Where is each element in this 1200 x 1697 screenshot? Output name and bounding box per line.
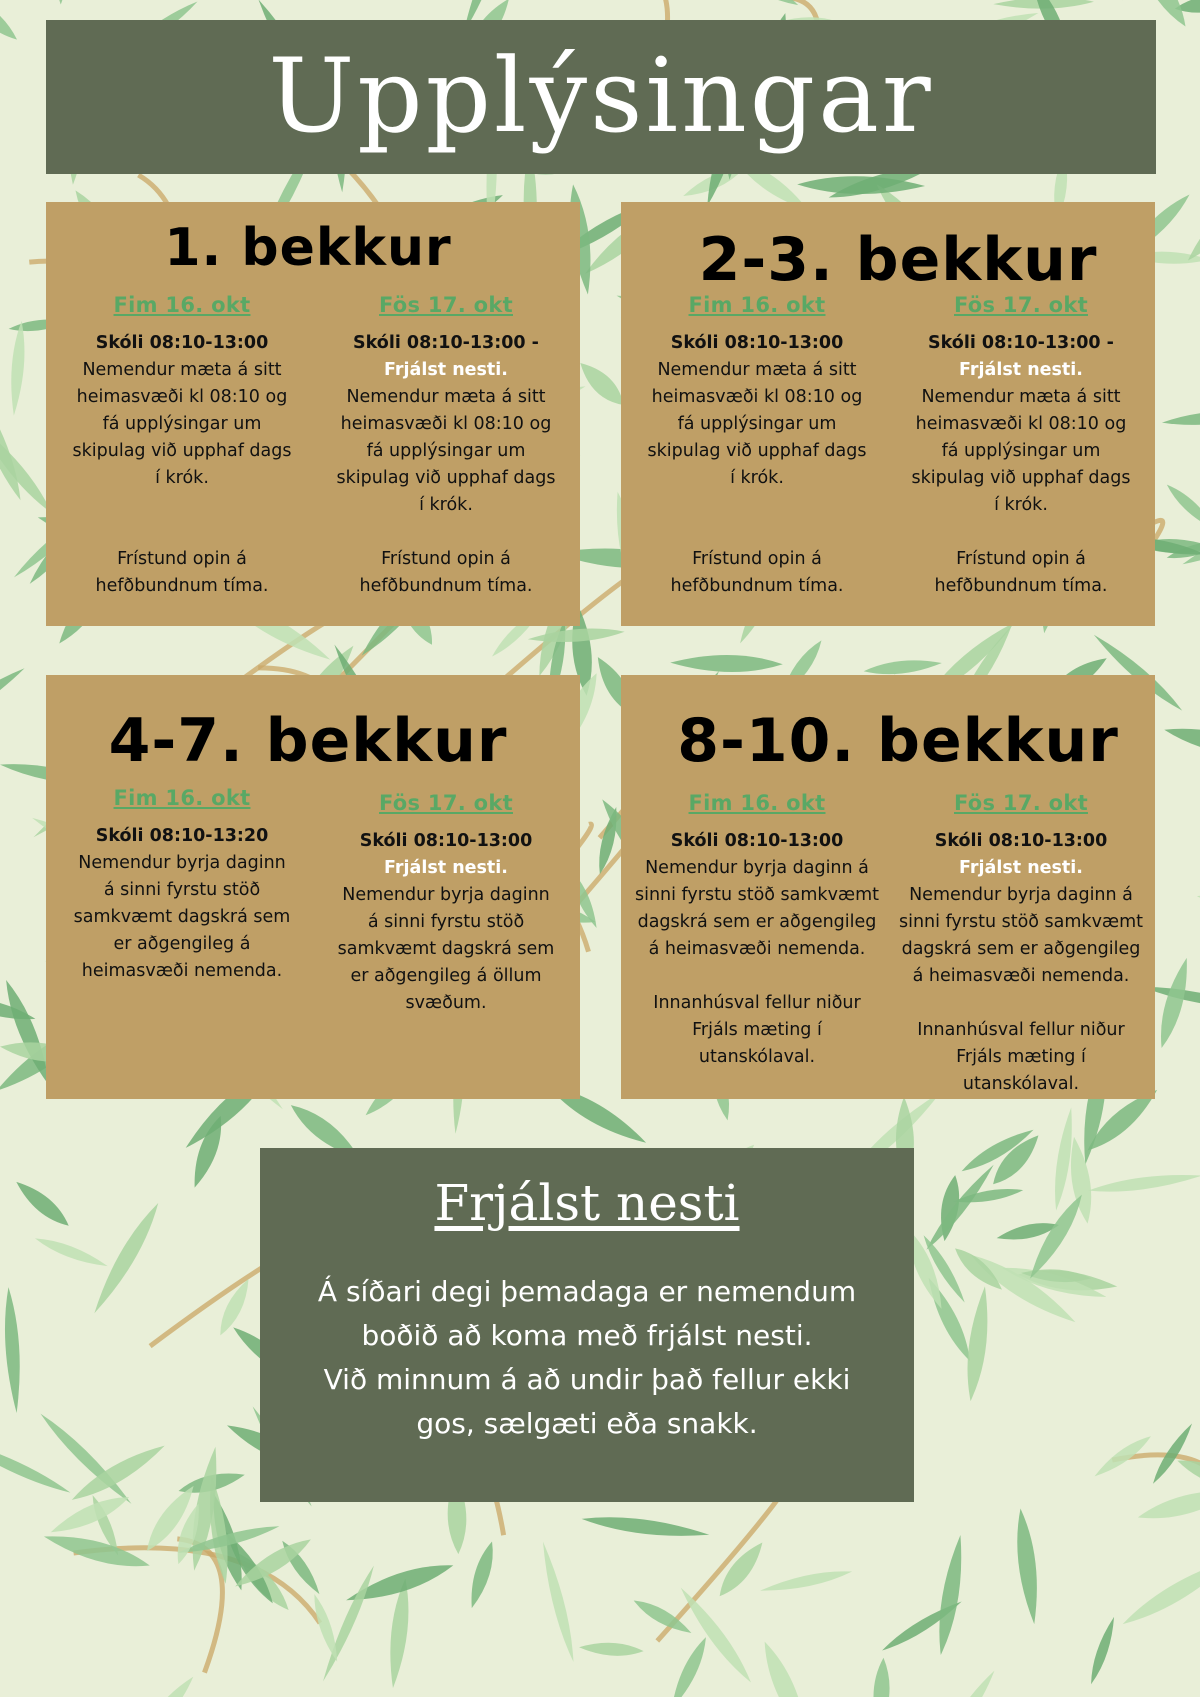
leaf-decoration bbox=[1163, 480, 1200, 534]
grade-card-8-10 bbox=[621, 675, 1155, 1099]
text-line: hefðbundnum tíma. bbox=[670, 576, 844, 596]
page-title: Upplýsingar bbox=[268, 37, 934, 156]
day-column-thursday bbox=[50, 292, 314, 600]
grade-card-4-7 bbox=[46, 675, 580, 1099]
card-title: 1. bekkur bbox=[164, 218, 452, 278]
grade-card-1 bbox=[46, 202, 580, 626]
leaf-decoration bbox=[1161, 407, 1200, 429]
leaf-decoration bbox=[933, 1534, 968, 1657]
text-line: fá upplýsingar um bbox=[941, 441, 1101, 461]
school-hours: Skóli 08:10-13:00 bbox=[670, 831, 844, 851]
text-line: Frístund opin á bbox=[381, 549, 511, 569]
day-column-thursday bbox=[625, 790, 889, 1071]
leaf-decoration bbox=[962, 1285, 993, 1402]
card-title: 2-3. bekkur bbox=[698, 225, 1098, 295]
text-line: Nemendur mæta á sitt bbox=[657, 360, 857, 380]
leaf-decoration bbox=[2, 1287, 24, 1414]
leaf-decoration bbox=[1197, 891, 1200, 907]
leaf-decoration bbox=[0, 1434, 73, 1498]
text-line: í krók. bbox=[419, 495, 473, 515]
leaf-decoration bbox=[1012, 1507, 1043, 1625]
free-lunch-note: Frjálst nesti. bbox=[959, 360, 1083, 380]
school-hours: Skóli 08:10-13:00 bbox=[95, 333, 269, 353]
leaf-decoration bbox=[47, 1489, 132, 1539]
text-line: Við minnum á að undir það fellur ekki bbox=[323, 1363, 851, 1396]
text-line: hefðbundnum tíma. bbox=[95, 576, 269, 596]
leaf-decoration bbox=[1086, 1615, 1119, 1686]
text-line: sinni fyrstu stöð samkvæmt bbox=[634, 885, 880, 905]
leaf-decoration bbox=[1136, 1482, 1200, 1526]
day-column-friday bbox=[314, 292, 578, 600]
text-line: skipulag við upphaf dags bbox=[911, 468, 1131, 488]
text-line: fá upplýsingar um bbox=[366, 441, 526, 461]
text-line: fá upplýsingar um bbox=[677, 414, 837, 434]
text-line: Nemendur mæta á sitt bbox=[82, 360, 282, 380]
school-hours: Skóli 08:10-13:20 bbox=[95, 826, 269, 846]
leaf-decoration bbox=[871, 1657, 891, 1697]
leaf-decoration bbox=[0, 663, 28, 744]
text-line: samkvæmt dagskrá sem bbox=[73, 907, 291, 927]
leaf-decoration bbox=[756, 1638, 816, 1697]
leaf-decoration bbox=[759, 1566, 853, 1596]
leaf-decoration bbox=[33, 1233, 110, 1271]
text-line: heimasvæði kl 08:10 og bbox=[76, 387, 288, 407]
text-line: á sinni fyrstu stöð bbox=[367, 912, 525, 932]
card-title: 4-7. bekkur bbox=[108, 706, 508, 776]
text-line: á heimasvæði nemenda. bbox=[912, 966, 1130, 986]
stem-decoration bbox=[177, 1539, 222, 1673]
day-column-friday bbox=[314, 790, 578, 1017]
text-line: samkvæmt dagskrá sem bbox=[337, 939, 555, 959]
leaf-decoration bbox=[926, 1667, 1000, 1697]
text-line: Frístund opin á bbox=[692, 549, 822, 569]
leaf-decoration bbox=[1115, 0, 1134, 1]
leaf-decoration bbox=[465, 1539, 499, 1610]
day-heading[interactable]: Fim 16. okt bbox=[113, 786, 251, 810]
text-line: heimasvæði kl 08:10 og bbox=[340, 414, 552, 434]
leaf-decoration bbox=[1154, 956, 1195, 1051]
card-title: 8-10. bekkur bbox=[677, 706, 1119, 776]
text-line: Innanhúsval fellur niður bbox=[653, 993, 861, 1013]
day-heading[interactable]: Fim 16. okt bbox=[688, 791, 826, 815]
text-line: heimasvæði kl 08:10 og bbox=[915, 414, 1127, 434]
leaf-decoration bbox=[1118, 1551, 1200, 1631]
school-hours: Skóli 08:10-13:00 bbox=[359, 831, 533, 851]
leaf-decoration bbox=[11, 1176, 73, 1232]
text-line: í krók. bbox=[994, 495, 1048, 515]
text-line: í krók. bbox=[155, 468, 209, 488]
leaf-decoration bbox=[670, 654, 783, 673]
text-line: Frjáls mæting í bbox=[956, 1047, 1086, 1067]
text-line: er aðgengileg á bbox=[113, 934, 251, 954]
leaf-decoration bbox=[1088, 1170, 1200, 1197]
text-line: dagskrá sem er aðgengileg bbox=[637, 912, 877, 932]
leaf-decoration bbox=[127, 1672, 199, 1697]
text-line: utanskólaval. bbox=[698, 1047, 816, 1067]
text-line: er aðgengileg á öllum bbox=[350, 966, 542, 986]
leaf-decoration bbox=[581, 1512, 710, 1542]
text-line: Frístund opin á bbox=[117, 549, 247, 569]
leaf-decoration bbox=[55, 0, 67, 5]
text-line: fá upplýsingar um bbox=[102, 414, 262, 434]
text-line: Nemendur mæta á sitt bbox=[921, 387, 1121, 407]
free-lunch-note: Frjálst nesti. bbox=[959, 858, 1083, 878]
text-line: Frístund opin á bbox=[956, 549, 1086, 569]
leaf-decoration bbox=[8, 321, 28, 417]
text-line: hefðbundnum tíma. bbox=[359, 576, 533, 596]
leaf-decoration bbox=[712, 0, 801, 11]
text-line: Nemendur byrja daginn bbox=[342, 885, 550, 905]
text-line: dagskrá sem er aðgengileg bbox=[901, 939, 1141, 959]
leaf-decoration bbox=[666, 1634, 712, 1697]
school-hours: Skóli 08:10-13:00 - bbox=[928, 333, 1114, 353]
info-box-title: Frjálst nesti bbox=[434, 1174, 740, 1232]
day-heading[interactable]: Fim 16. okt bbox=[113, 293, 251, 317]
leaf-decoration bbox=[41, 1527, 152, 1574]
text-line: Nemendur mæta á sitt bbox=[346, 387, 546, 407]
leaf-decoration bbox=[88, 1199, 165, 1317]
header-banner bbox=[46, 20, 1156, 174]
leaf-decoration bbox=[922, 1161, 998, 1253]
text-line: Nemendur byrja daginn á bbox=[909, 885, 1133, 905]
text-line: Frjáls mæting í bbox=[692, 1020, 822, 1040]
text-line: skipulag við upphaf dags bbox=[72, 441, 292, 461]
text-line: Á síðari degi þemadaga er nemendum bbox=[317, 1275, 857, 1308]
text-line: á heimasvæði nemenda. bbox=[648, 939, 866, 959]
free-lunch-info-box bbox=[260, 1148, 914, 1502]
day-column-thursday bbox=[625, 292, 889, 600]
free-lunch-note: Frjálst nesti. bbox=[384, 858, 508, 878]
text-line: Nemendur byrja daginn bbox=[78, 853, 286, 873]
text-line: heimasvæði kl 08:10 og bbox=[651, 387, 863, 407]
text-line: skipulag við upphaf dags bbox=[336, 468, 556, 488]
free-lunch-note: Frjálst nesti. bbox=[384, 360, 508, 380]
text-line: gos, sælgæti eða snakk. bbox=[416, 1407, 758, 1440]
day-heading[interactable]: Fös 17. okt bbox=[954, 791, 1088, 815]
day-heading[interactable]: Fim 16. okt bbox=[688, 293, 826, 317]
leaf-decoration bbox=[538, 1540, 579, 1663]
day-heading[interactable]: Fös 17. okt bbox=[954, 293, 1088, 317]
text-line: Nemendur byrja daginn á bbox=[645, 858, 869, 878]
school-hours: Skóli 08:10-13:00 bbox=[670, 333, 844, 353]
info-box-body bbox=[280, 1270, 894, 1446]
text-line: sinni fyrstu stöð samkvæmt bbox=[898, 912, 1144, 932]
leaf-decoration bbox=[1162, 721, 1200, 766]
text-line: heimasvæði nemenda. bbox=[81, 961, 283, 981]
text-line: utanskólaval. bbox=[962, 1074, 1080, 1094]
day-column-friday bbox=[889, 292, 1153, 600]
school-hours: Skóli 08:10-13:00 bbox=[934, 831, 1108, 851]
school-hours: Skóli 08:10-13:00 - bbox=[353, 333, 539, 353]
leaf-decoration bbox=[1182, 176, 1200, 267]
text-line: Innanhúsval fellur niður bbox=[917, 1020, 1125, 1040]
text-line: skipulag við upphaf dags bbox=[647, 441, 867, 461]
day-heading[interactable]: Fös 17. okt bbox=[379, 791, 513, 815]
text-line: á sinni fyrstu stöð bbox=[103, 880, 261, 900]
day-column-thursday bbox=[50, 785, 314, 985]
grade-card-2-3 bbox=[621, 202, 1155, 626]
day-heading[interactable]: Fös 17. okt bbox=[379, 293, 513, 317]
text-line: í krók. bbox=[730, 468, 784, 488]
text-line: boðið að koma með frjálst nesti. bbox=[361, 1319, 813, 1352]
leaf-decoration bbox=[0, 0, 22, 45]
day-column-friday bbox=[889, 790, 1153, 1098]
text-line: svæðum. bbox=[405, 993, 487, 1013]
leaf-decoration bbox=[579, 1641, 644, 1658]
text-line: hefðbundnum tíma. bbox=[934, 576, 1108, 596]
